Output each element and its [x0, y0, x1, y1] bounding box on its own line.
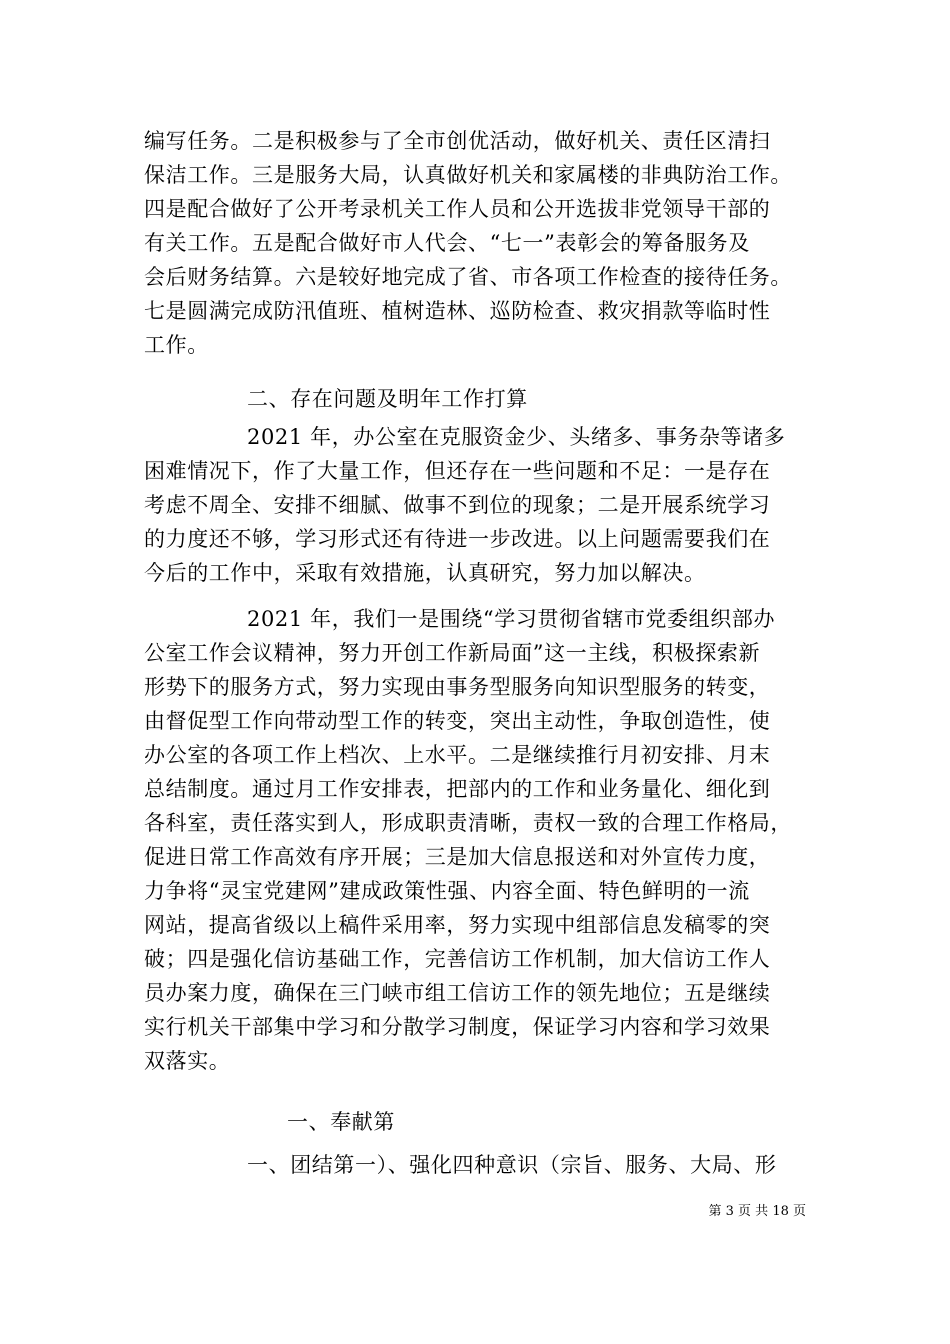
page-number: 第 3 页 共 18 页	[708, 1204, 806, 1219]
text-line: 员办案力度，确保在三门峡市组工信访工作的领先地位；五是继续	[144, 981, 771, 1005]
text-line: 有关工作。五是配合做好市人代会、“七一”表彰会的筹备服务及	[144, 231, 750, 255]
text-line: 2021 年，办公室在克服资金少、头绪多、事务杂等诸多	[247, 425, 786, 449]
text-line: 由督促型工作向带动型工作的转变，突出主动性，争取创造性，使	[144, 709, 771, 733]
text-line: 编写任务。二是积极参与了全市创优活动，做好机关、责任区清扫	[144, 129, 771, 153]
text-line: 会后财务结算。六是较好地完成了省、市各项工作检查的接待任务。	[144, 265, 792, 289]
text-line: 工作。	[144, 333, 209, 357]
text-line: 网站，提高省级以上稿件采用率，努力实现中组部信息发稿零的突	[144, 913, 771, 937]
text-line: 四是配合做好了公开考录机关工作人员和公开选拔非党领导干部的	[144, 197, 771, 221]
text-line: 保洁工作。三是服务大局，认真做好机关和家属楼的非典防治工作。	[144, 163, 792, 187]
text-line: 形势下的服务方式，努力实现由事务型服务向知识型服务的转变，	[144, 675, 771, 699]
text-line: 实行机关干部集中学习和分散学习制度，保证学习内容和学习效果	[144, 1015, 771, 1039]
text-line: 七是圆满完成防汛值班、植树造林、巡防检查、救灾捐款等临时性	[144, 299, 771, 323]
text-line: 的力度还不够，学习形式还有待进一步改进。以上问题需要我们在	[144, 527, 771, 551]
text-line: 力争将“灵宝党建网”建成政策性强、内容全面、特色鲜明的一流	[144, 879, 750, 903]
text-line: 考虑不周全、安排不细腻、做事不到位的现象；二是开展系统学习	[144, 493, 771, 517]
text-line: 促进日常工作高效有序开展；三是加大信息报送和对外宣传力度，	[144, 845, 771, 869]
text-line: 公室工作会议精神，努力开创工作新局面”这一主线，积极探索新	[144, 641, 761, 665]
text-line: 双落实。	[144, 1049, 231, 1073]
text-line: 2021 年，我们一是围绕“学习贯彻省辖市党委组织部办	[247, 607, 776, 631]
text-line: 办公室的各项工作上档次、上水平。二是继续推行月初安排、月末	[144, 743, 771, 767]
text-line: 各科室，责任落实到人，形成职责清晰，责权一致的合理工作格局，	[144, 811, 792, 835]
text-line: 破；四是强化信访基础工作，完善信访工作机制，加大信访工作人	[144, 947, 771, 971]
text-line: 困难情况下，作了大量工作，但还存在一些问题和不足：一是存在	[144, 459, 771, 483]
text-line: 总结制度。通过月工作安排表，把部内的工作和业务量化、细化到	[144, 777, 771, 801]
section-heading: 一、奉献第	[287, 1110, 395, 1134]
text-line: 一、团结第一）、强化四种意识（宗旨、服务、大局、形	[247, 1153, 777, 1177]
section-heading: 二、存在问题及明年工作打算	[247, 387, 528, 411]
text-line: 今后的工作中，采取有效措施，认真研究，努力加以解决。	[144, 561, 706, 585]
